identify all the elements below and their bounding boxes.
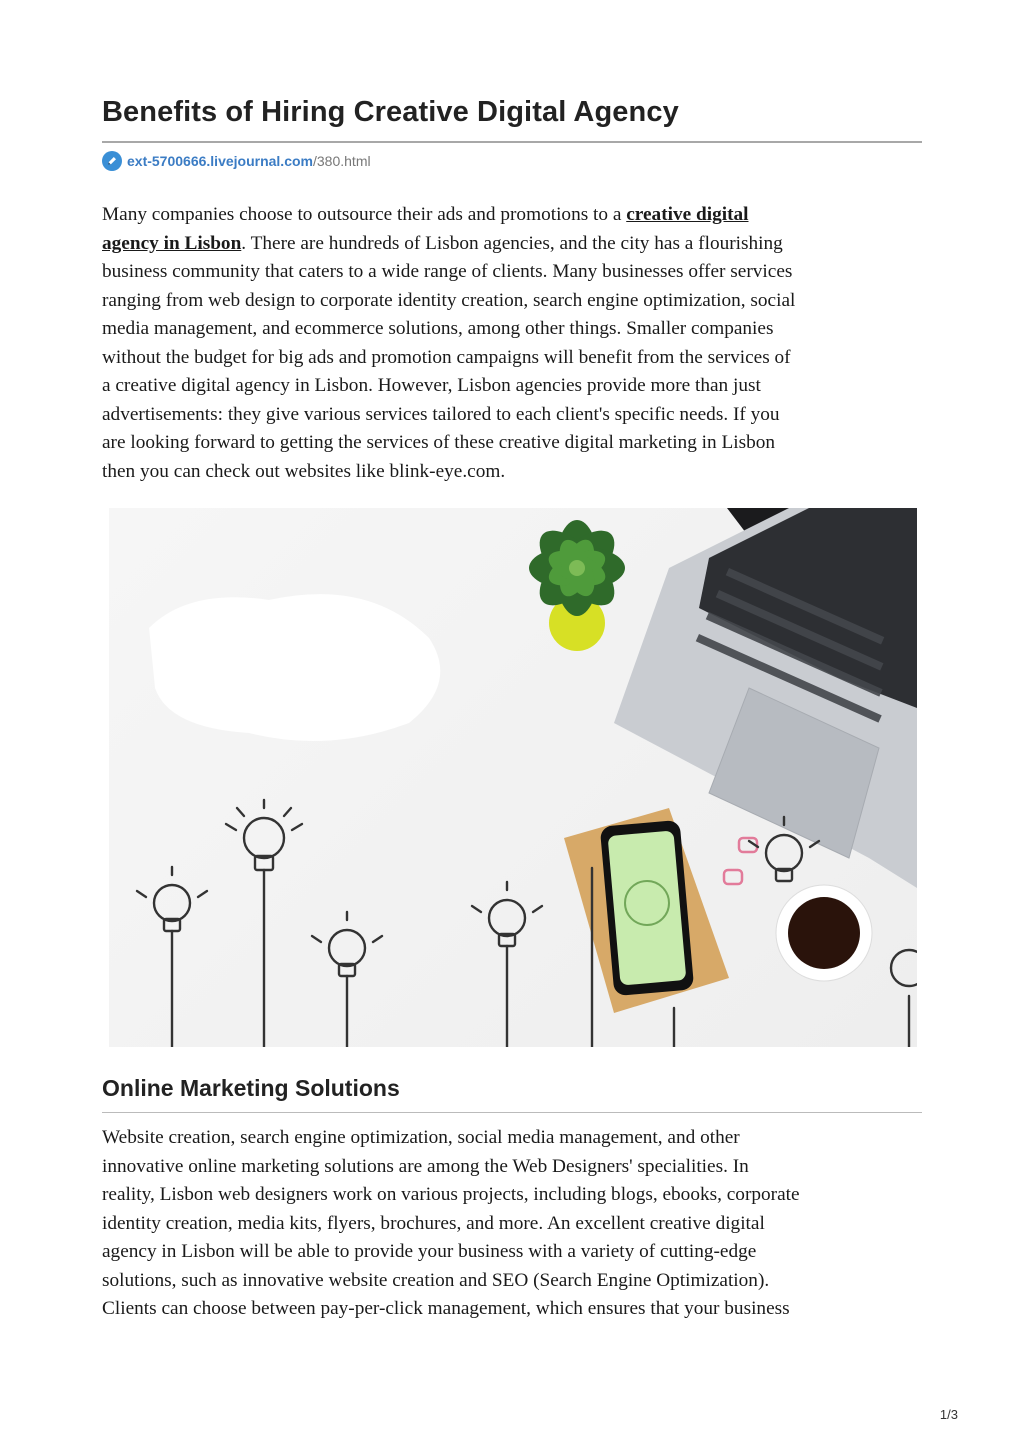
paragraph-line: media management, and ecommerce solutions, among other things. Smaller companies xyxy=(102,318,774,339)
notebook-phone xyxy=(564,808,729,1013)
paragraph-line: identity creation, media kits, flyers, brochures, and more. An excellent creative digital xyxy=(102,1212,765,1234)
paragraph-line: solutions, such as innovative website creation and SEO (Search Engine Optimization). xyxy=(102,1269,770,1291)
section-heading: Online Marketing Solutions xyxy=(102,1075,400,1101)
source-path: /380.html xyxy=(313,153,371,169)
title-divider xyxy=(102,141,922,143)
paragraph-line: reality, Lisbon web designers work on various projects, including blogs, ebooks, corporate xyxy=(102,1184,800,1205)
paper-clips xyxy=(724,838,757,884)
source-host: ext-5700666.livejournal.com xyxy=(127,153,313,169)
paragraph-line: Many companies choose to outsource their ads and promotions to a creative digital xyxy=(102,204,749,225)
livejournal-pencil-icon xyxy=(102,151,122,171)
paragraph-line: Website creation, search engine optimization, social media management, and other xyxy=(102,1127,740,1148)
succulent-plant xyxy=(528,519,627,651)
creative-agency-link-continued[interactable]: agency in Lisbon xyxy=(102,232,242,254)
page-number: 1/3 xyxy=(939,1407,958,1422)
paragraph-line: advertisements: they give various services tailored to each client's specific needs. If you xyxy=(102,403,780,425)
creative-agency-link[interactable]: creative digital xyxy=(626,204,749,225)
paragraph-line: innovative online marketing solutions are among the Web Designers' specialities. In xyxy=(102,1155,749,1177)
paragraph-line: without the budget for big ads and promotion campaigns will benefit from the services of xyxy=(102,346,791,368)
paragraph-line: are looking forward to getting the services of these creative digital marketing in Lisbon xyxy=(102,432,776,453)
paragraph-line: a creative digital agency in Lisbon. However, Lisbon agencies provide more than just xyxy=(102,375,761,396)
paragraph-line: business community that caters to a wide range of clients. Many businesses offer services xyxy=(102,261,793,282)
paragraph-line: ranging from web design to corporate identity creation, search engine optimization, social xyxy=(102,289,796,311)
paragraph-line: agency in Lisbon. There are hundreds of Lisbon agencies, and the city has a flourishing xyxy=(102,232,783,254)
page-title: Benefits of Hiring Creative Digital Agency xyxy=(102,96,679,128)
smudge-blob xyxy=(149,594,440,741)
paragraph-line: agency in Lisbon will be able to provide your business with a variety of cutting-edge xyxy=(102,1241,757,1262)
hero-image xyxy=(109,508,917,1047)
source-link[interactable] xyxy=(127,153,371,169)
section-paragraph xyxy=(102,1124,924,1324)
section-divider xyxy=(102,1112,922,1113)
paragraph-line: Clients can choose between pay-per-click management, which ensures that your business xyxy=(102,1298,790,1319)
paragraph-line: then you can check out websites like blink-eye.com. xyxy=(102,460,506,482)
intro-paragraph xyxy=(102,201,924,486)
source-line xyxy=(102,150,371,172)
coffee-cup xyxy=(776,885,872,981)
